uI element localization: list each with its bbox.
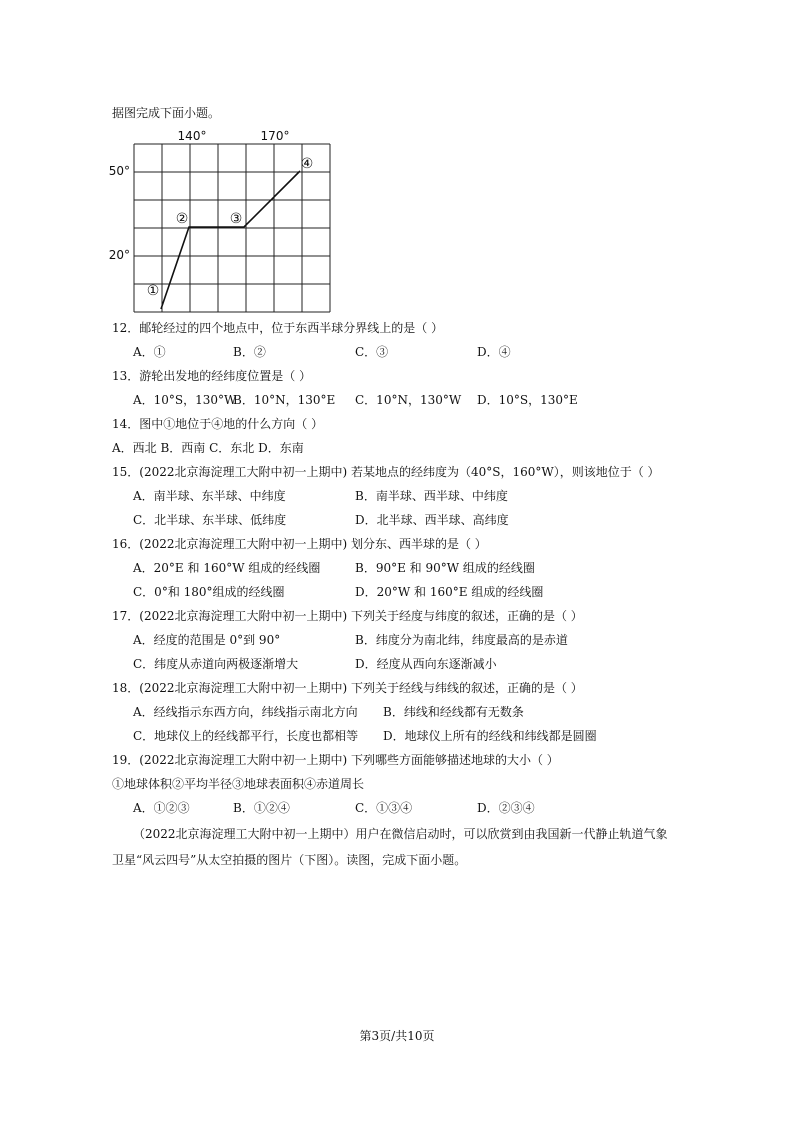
q19-option-a: A．①②③ (133, 801, 190, 815)
q12-option-a: A．① (133, 345, 166, 359)
q17-option-d: D．经度从西向东逐渐减小 (355, 657, 497, 671)
question-12-stem: 12．邮轮经过的四个地点中，位于东西半球分界线上的是（ ） (112, 321, 444, 335)
q13-option-a: A．10°S，130°W (133, 393, 237, 407)
question-15-stem: 15．(2022北京海淀理工大附中初一上期中) 若某地点的经纬度为（40°S，160°W），则该地位于（ ） (112, 465, 660, 479)
ship-route-line (161, 171, 300, 309)
question-17-stem: 17．(2022北京海淀理工大附中初一上期中) 下列关于经度与纬度的叙述，正确的是（ ） (112, 609, 583, 623)
q18-option-c: C．地球仪上的经线都平行，长度也都相等 (133, 729, 359, 743)
q18-option-b: B．纬线和经线都有无数条 (383, 705, 524, 719)
q13-option-c: C．10°N，130°W (355, 393, 462, 407)
q17-option-a: A．经度的范围是 0°到 90° (133, 633, 281, 647)
question-19-stem: 19．(2022北京海淀理工大附中初一上期中) 下列哪些方面能够描述地球的大小（ ） (112, 753, 559, 767)
lat-label-50: 50° (108, 164, 130, 178)
lon-label-170: 170° (260, 129, 290, 143)
q12-option-c: C．③ (355, 345, 389, 359)
q19-option-d: D．②③④ (477, 801, 535, 815)
closing-line-2: 卫星“风云四号”从太空拍摄的图片（下图）。读图，完成下面小题。 (112, 853, 467, 867)
question-16-stem: 16．(2022北京海淀理工大附中初一上期中) 划分东、西半球的是（ ） (112, 537, 487, 551)
q18-option-d: D．地球仪上所有的经线和纬线都是圆圈 (383, 729, 597, 743)
q12-option-b: B．② (233, 345, 266, 359)
lon-label-140: 140° (177, 129, 207, 143)
q15-option-a: A．南半球、东半球、中纬度 (133, 489, 286, 503)
q15-option-d: D．北半球、西半球、高纬度 (355, 513, 509, 527)
closing-line-1: （2022北京海淀理工大附中初一上期中）用户在微信启动时，可以欣赏到由我国新一代静止轨道气象 (133, 827, 668, 841)
q13-option-b: B．10°N，130°E (233, 393, 336, 407)
question-18-stem: 18．(2022北京海淀理工大附中初一上期中) 下列关于经线与纬线的叙述，正确的是（ ） (112, 681, 583, 695)
q17-option-c: C．纬度从赤道向两极逐渐增大 (133, 657, 299, 671)
q16-option-b: B．90°E 和 90°W 组成的经线圈 (355, 561, 535, 575)
q16-option-a: A．20°E 和 160°W 组成的经线圈 (133, 561, 321, 575)
q14-options: A．西北 B．西南 C．东北 D．东南 (112, 441, 304, 455)
point-3: ③ (229, 211, 243, 227)
question-14-stem: 14．图中①地位于④地的什么方向（ ） (112, 417, 324, 431)
route-grid-map (104, 126, 344, 316)
lat-label-20: 20° (108, 248, 130, 262)
point-4: ④ (300, 156, 314, 172)
q12-option-d: D．④ (477, 345, 511, 359)
q18-option-a: A．经线指示东西方向，纬线指示南北方向 (133, 705, 358, 719)
q17-option-b: B．纬度分为南北纬，纬度最高的是赤道 (355, 633, 568, 647)
point-1: ① (146, 283, 160, 299)
intro-text: 据图完成下面小题。 (112, 106, 221, 120)
q19-option-b: B．①②④ (233, 801, 290, 815)
q16-option-c: C．0°和 180°组成的经线圈 (133, 585, 285, 599)
point-2: ② (175, 211, 189, 227)
q16-option-d: D．20°W 和 160°E 组成的经线圈 (355, 585, 544, 599)
q19-sub-items: ①地球体积②平均半径③地球表面积④赤道周长 (112, 777, 365, 791)
question-13-stem: 13．游轮出发地的经纬度位置是（ ） (112, 369, 312, 383)
q15-option-b: B．南半球、西半球、中纬度 (355, 489, 508, 503)
q15-option-c: C．北半球、东半球、低纬度 (133, 513, 287, 527)
q13-option-d: D．10°S，130°E (477, 393, 578, 407)
page-footer: 第3页/共10页 (359, 1029, 435, 1043)
q19-option-c: C．①③④ (355, 801, 413, 815)
